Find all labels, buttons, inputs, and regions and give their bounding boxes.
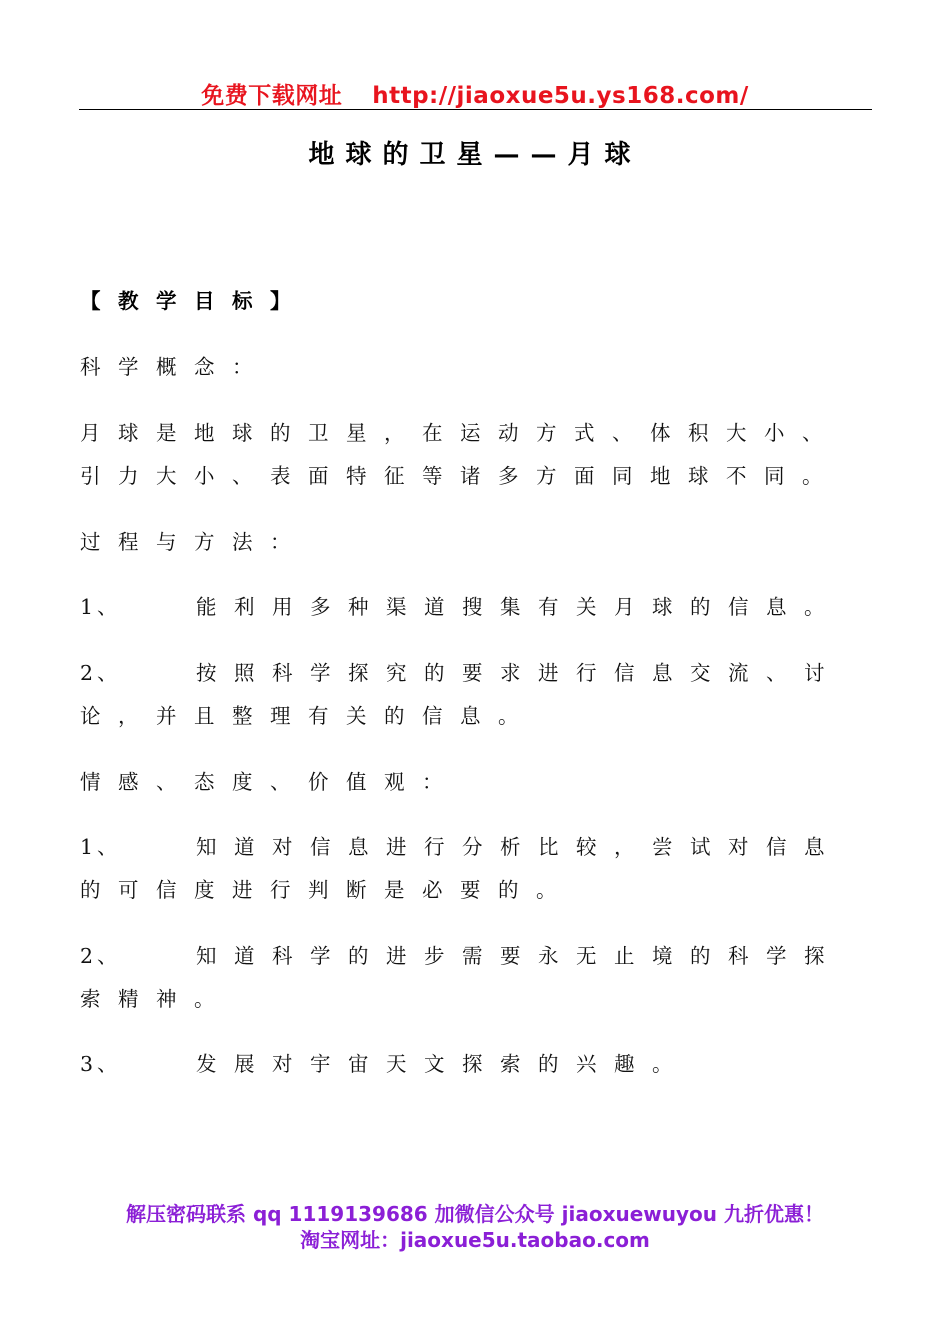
footer-shop-link[interactable]: 淘宝网址：jiaoxue5u.taobao.com [300,1228,650,1252]
concept-heading: 科学概念： [80,355,270,379]
item-text: 发展对宇宙天文探索的兴趣。 [196,1052,690,1076]
concept-line: 引力大小、表面特征等诸多方面同地球不同。 [80,464,840,488]
attitude-item [80,834,842,860]
header-url-link[interactable]: http://jiaoxue5u.ys168.com/ [372,83,749,109]
attitude-heading: 情感、态度、价值观： [80,770,460,794]
item-text: 按照科学探究的要求进行信息交流、讨 [196,661,842,685]
item-number: 2、 [80,944,122,968]
item-continuation: 的可信度进行判断是必要的。 [80,878,574,902]
header-label: 免费下载网址 [201,83,343,109]
process-item [80,594,842,620]
item-number: 3、 [80,1052,122,1076]
concept-line: 月球是地球的卫星，在运动方式、体积大小、 [80,421,840,445]
item-number: 1、 [80,835,122,859]
attitude-item [80,943,842,969]
item-continuation: 索精神。 [80,987,232,1011]
item-continuation: 论，并且整理有关的信息。 [80,704,536,728]
item-number: 1、 [80,595,122,619]
item-number: 2、 [80,661,122,685]
page-title: 地球的卫星——月球 [308,140,642,170]
process-item [80,660,842,686]
item-text: 知道科学的进步需要永无止境的科学探 [196,944,842,968]
objectives-heading: 【教学目标】 [80,289,308,313]
header-banner [0,77,950,110]
header-divider [79,109,872,110]
process-heading: 过程与方法： [80,530,308,554]
item-text: 知道对信息进行分析比较，尝试对信息 [196,835,842,859]
attitude-item [80,1051,690,1077]
footer-contact: 解压密码联系 qq 1119139686 加微信公众号 jiaoxuewuyou 九折优惠！ [126,1202,824,1226]
item-text: 能利用多种渠道搜集有关月球的信息。 [196,595,842,619]
